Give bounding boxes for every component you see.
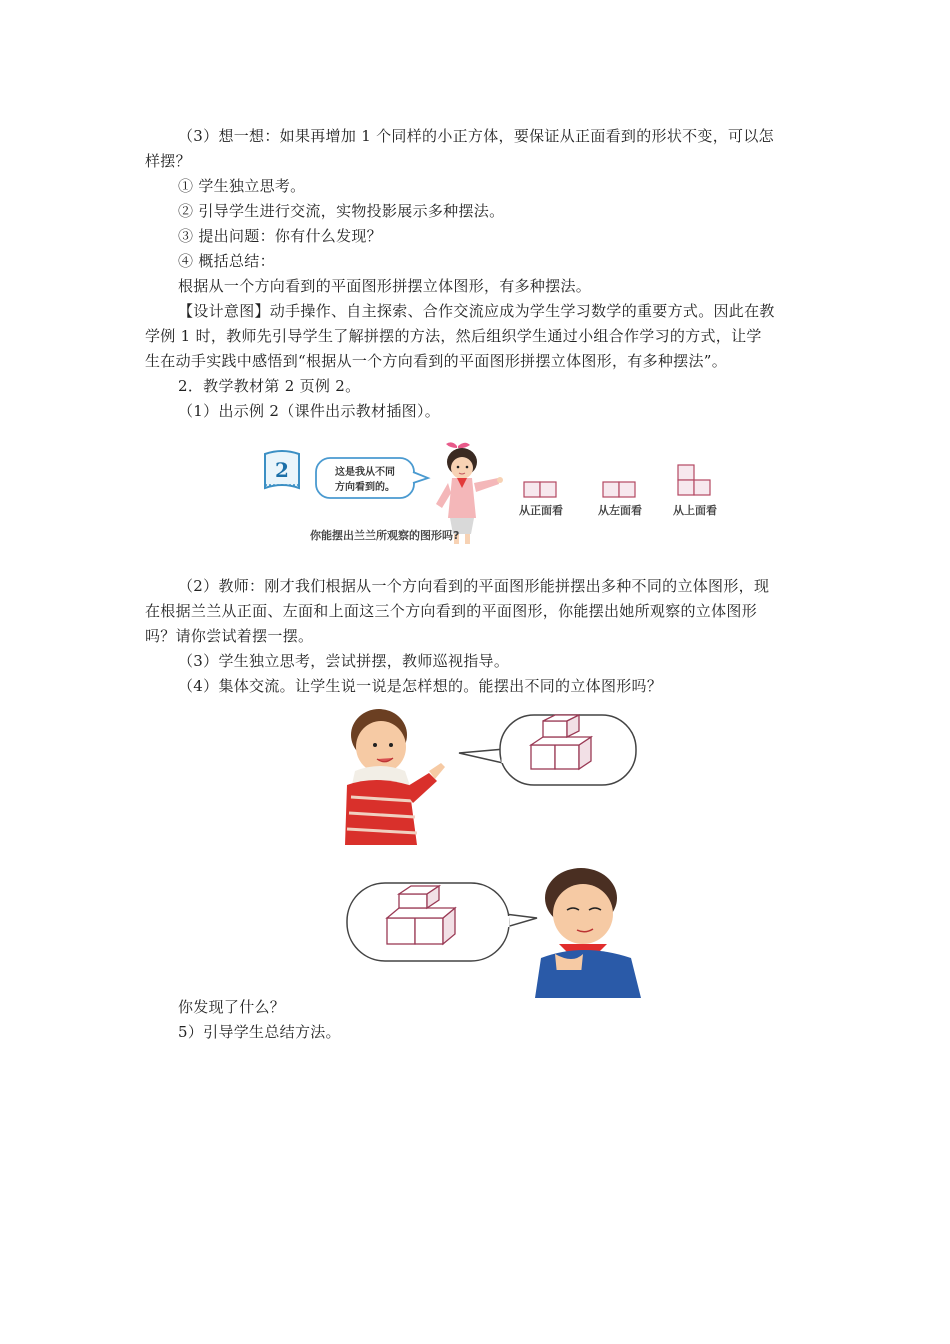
- label-top-view: 从上面看: [673, 504, 717, 517]
- example-question: 你能摆出兰兰所观察的图形吗?: [310, 529, 460, 542]
- label-front-view: 从正面看: [519, 504, 563, 517]
- bubble-text-2: 方向看到的。: [335, 482, 395, 493]
- design-intent-paragraph: 【设计意图】动手操作、自主探索、合作交流应成为学生学习数学的重要方式。因此在教: [178, 302, 775, 320]
- boy-1-illustration: [345, 709, 445, 845]
- paragraph: （3）想一想：如果再增加 1 个同样的小正方体，要保证从正面看到的形状不变，可以怎: [178, 127, 774, 145]
- front-view-shape: [524, 482, 556, 497]
- boy-with-cubes-illustration-1: [345, 705, 640, 845]
- paragraph: （4）集体交流。让学生说一说是怎样想的。能摆出不同的立体图形吗？: [178, 677, 663, 695]
- paragraph: （2）教师：刚才我们根据从一个方向看到的平面图形能拼摆出多种不同的立体图形，现: [178, 577, 770, 595]
- paragraph: ④ 概括总结：: [178, 252, 275, 270]
- example-2-illustration: [262, 438, 732, 550]
- left-view-shape: [603, 482, 635, 497]
- paragraph: （1）出示例 2（课件出示教材插图）。: [178, 402, 441, 420]
- section-heading: 2．教学教材第 2 页例 2。: [178, 377, 361, 395]
- paragraph: 学例 1 时，教师先引导学生了解拼摆的方法，然后组织学生通过小组合作学习的方式，让学: [145, 327, 762, 345]
- speech-bubble: [316, 458, 428, 498]
- paragraph: ② 引导学生进行交流，实物投影展示多种摆法。: [178, 202, 505, 220]
- paragraph: 吗？请你尝试着摆一摆。: [145, 627, 314, 645]
- paragraph: ① 学生独立思考。: [178, 177, 306, 195]
- paragraph: 样摆？: [145, 152, 191, 170]
- label-left-view: 从左面看: [598, 504, 642, 517]
- boy-2-illustration: [535, 868, 641, 998]
- paragraph: 生在动手实践中感悟到“根据从一个方向看到的平面图形拼摆立体图形，有多种摆法”。: [145, 352, 728, 370]
- boy-with-cubes-illustration-2: [345, 858, 645, 998]
- bubble-text-1: 这是我从不同: [335, 467, 395, 478]
- paragraph: ③ 提出问题：你有什么发现？: [178, 227, 382, 245]
- example-number-icon: [265, 451, 299, 488]
- paragraph: 根据从一个方向看到的平面图形拼摆立体图形，有多种摆法。: [178, 277, 592, 295]
- top-view-shape: [678, 465, 710, 495]
- paragraph: （3）学生独立思考，尝试拼摆，教师巡视指导。: [178, 652, 510, 670]
- paragraph: 你发现了什么？: [178, 998, 286, 1016]
- paragraph: 在根据兰兰从正面、左面和上面这三个方向看到的平面图形，你能摆出她所观察的立体图形: [145, 602, 758, 620]
- paragraph: 5）引导学生总结方法。: [178, 1023, 341, 1041]
- example-number: 2: [275, 458, 289, 482]
